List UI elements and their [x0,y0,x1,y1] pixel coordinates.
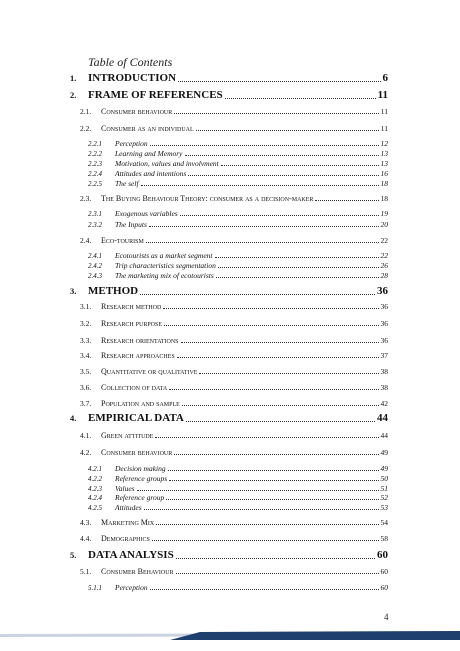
toc-entry-number: 2.2.1 [88,140,102,148]
toc-entry[interactable] [88,504,388,512]
toc-entry-label: Values [115,484,135,493]
toc-entry-label: Learning and Memory [115,149,183,158]
toc-entry[interactable] [88,584,388,592]
toc-entry[interactable] [88,180,388,188]
toc-entry-label: Research orientations [101,336,179,345]
toc-entry[interactable] [80,303,388,311]
toc-entry-label: FRAME OF REFERENCES [88,89,223,101]
toc-dot-leader [141,185,379,186]
toc-entry-number: 5.1. [80,567,92,576]
toc-dot-leader [168,470,379,471]
toc-entry-number: 4. [70,413,77,423]
toc-entry-number: 2.2.3 [88,160,102,168]
toc-entry-page: 36 [380,336,388,345]
toc-entry-page: 36 [380,302,388,311]
toc-entry-label: DATA ANALYSIS [88,549,174,561]
toc-entry-page: 60 [377,549,388,561]
toc-entry[interactable] [88,221,388,229]
toc-entry-label: Trip characteristics segmentation [115,261,216,270]
toc-entry[interactable] [88,170,388,178]
toc-entry-number: 2.2.5 [88,180,102,188]
toc-entry-label: Marketing Mix [101,518,155,527]
toc-entry-page: 28 [380,271,388,280]
toc-entry-label: Research approaches [101,351,175,360]
toc-dot-leader [177,357,379,358]
toc-dot-leader [215,257,379,258]
toc-entry-number: 2.4.3 [88,272,102,280]
toc-entry-number: 3.2. [80,319,92,328]
toc-entry-label: Consumer behaviour [101,448,173,457]
toc-entry-page: 11 [380,124,388,133]
toc-entry-page: 13 [380,149,388,158]
toc-entry-number: 4.4. [80,534,92,543]
toc-entry-number: 2.3.1 [88,210,102,218]
toc-entry-page: 11 [377,89,388,101]
toc-entry-page: 16 [380,169,388,178]
toc-dot-leader [156,524,378,525]
toc-dot-leader [186,421,375,422]
toc-dot-leader [144,509,379,510]
page-number: 4 [384,612,389,622]
toc-dot-leader [176,558,375,559]
toc-entry-page: 38 [380,367,388,376]
toc-entry-page: 26 [380,261,388,270]
toc-entry-page: 54 [380,518,388,527]
toc-entry[interactable] [88,262,388,270]
toc-entry-label: Attitudes [115,503,142,512]
toc-entry[interactable] [88,475,388,483]
toc-dot-leader [185,155,379,156]
toc-entry[interactable] [88,465,388,473]
footer-band-dark [170,631,460,640]
toc-dot-leader [164,325,378,326]
toc-entry[interactable] [88,485,388,493]
toc-entry-number: 2.2.4 [88,170,102,178]
toc-entry-number: 4.3. [80,518,92,527]
toc-entry[interactable] [80,368,388,376]
toc-dot-leader [174,454,378,455]
toc-entry-label: Exogenous variables [115,209,178,218]
toc-entry-number: 2.4.1 [88,252,102,260]
toc-dot-leader [180,215,379,216]
toc-entry-number: 2.4.2 [88,262,102,270]
toc-dot-leader [166,499,378,500]
toc-entry[interactable] [88,140,388,148]
toc-dot-leader [150,589,379,590]
toc-entry-page: 20 [380,220,388,229]
toc-entry-page: 42 [380,399,388,408]
toc-entry-label: The Buying Behaviour Theory: consumer as a decision-maker [101,194,314,203]
toc-entry-page: 38 [380,383,388,392]
toc-entry-label: Consumer as an individual [101,124,194,133]
toc-dot-leader [218,267,379,268]
toc-entry[interactable] [80,384,388,392]
toc-entry-page: 36 [377,285,388,297]
toc-dot-leader [216,277,379,278]
toc-entry[interactable] [88,150,388,158]
toc-dot-leader [182,405,379,406]
toc-entry-label: Motivation, values and involvment [115,159,219,168]
toc-dot-leader [199,373,378,374]
toc-entry-number: 4.2. [80,448,92,457]
toc-dot-leader [137,490,379,491]
toc-entry[interactable] [80,125,388,133]
toc-entry-number: 4.2.3 [88,485,102,493]
toc-entry-number: 5.1.1 [88,584,102,592]
toc-entry-number: 5. [70,550,77,560]
toc-entry-label: INTRODUCTION [88,72,177,84]
toc-title: Table of Contents [88,55,173,69]
toc-entry-label: The Inputs [115,220,147,229]
toc-entry[interactable] [70,90,388,101]
toc-entry-page: 44 [380,431,388,440]
toc-entry-page: 13 [380,159,388,168]
toc-entry-label: Consumer Behaviour [101,567,174,576]
toc-entry-label: Eco-tourism [101,236,144,245]
toc-entry-page: 37 [380,351,388,360]
toc-entry[interactable] [80,568,388,576]
toc-entry-page: 52 [380,493,388,502]
toc-entry-number: 4.1. [80,431,92,440]
toc-entry-label: METHOD [88,285,139,297]
toc-entry-number: 2.3. [80,194,92,203]
toc-entry-label: Research method [101,302,162,311]
toc-entry-label: EMPIRICAL DATA [88,412,184,424]
toc-dot-leader [176,573,379,574]
toc-entry[interactable] [88,494,388,502]
toc-entry-page: 11 [380,107,388,116]
toc-entry-number: 3.4. [80,351,92,360]
toc-entry-number: 2.2.2 [88,150,102,158]
toc-entry-label: Decision making [115,464,166,473]
toc-entry[interactable] [70,286,388,297]
toc-entry-page: 60 [380,567,388,576]
toc-entry[interactable] [80,320,388,328]
toc-entry[interactable] [88,210,388,218]
toc-entry-label: Population and sample [101,399,180,408]
toc-entry[interactable] [88,252,388,260]
toc-entry-number: 3.1. [80,302,92,311]
toc-entry-number: 2.4. [80,236,92,245]
toc-dot-leader [188,175,378,176]
toc-entry-label: Collection of data [101,383,168,392]
toc-entry-label: Perception [115,139,148,148]
toc-dot-leader [174,113,379,114]
toc-dot-leader [163,308,378,309]
toc-entry-page: 18 [380,194,388,203]
toc-dot-leader [146,242,379,243]
toc-entry-number: 2.3.2 [88,221,102,229]
toc-entry[interactable] [88,160,388,168]
toc-entry[interactable] [80,237,388,245]
toc-entry[interactable] [80,519,388,527]
toc-dot-leader [155,437,378,438]
toc-entry-label: The self [115,179,139,188]
toc-entry-label: The marketing mix of ecotourists [115,271,214,280]
toc-entry-label: Green attitude [101,431,154,440]
toc-entry-number: 3.7. [80,399,92,408]
toc-dot-leader [196,130,379,131]
toc-dot-leader [178,81,380,82]
toc-entry-number: 4.2.2 [88,475,102,483]
toc-dot-leader [169,480,378,481]
toc-entry-number: 2.2. [80,124,92,133]
toc-entry-number: 4.2.1 [88,465,102,473]
toc-entry-page: 36 [380,319,388,328]
toc-dot-leader [152,540,379,541]
toc-dot-leader [150,145,379,146]
toc-entry-number: 2.1. [80,107,92,116]
toc-entry[interactable] [80,449,388,457]
toc-entry-number: 4.2.5 [88,504,102,512]
toc-entry[interactable] [80,535,388,543]
toc-entry-page: 19 [380,209,388,218]
toc-entry[interactable] [80,400,388,408]
toc-entry-number: 1. [70,73,77,83]
toc-entry-label: Ecotourists as a market segment [115,251,213,260]
toc-entry-label: Reference group [115,493,165,502]
toc-entry-page: 60 [380,583,388,592]
toc-entry-label: Perception [115,583,148,592]
toc-entry[interactable] [70,73,388,84]
toc-entry[interactable] [70,413,388,424]
toc-entry[interactable] [80,432,388,440]
toc-entry-number: 3.6. [80,383,92,392]
toc-dot-leader [315,200,378,201]
toc-entry-page: 22 [380,236,388,245]
toc-dot-leader [169,389,378,390]
toc-entry[interactable] [88,272,388,280]
toc-dot-leader [181,342,379,343]
toc-dot-leader [221,165,379,166]
toc-entry[interactable] [80,108,388,116]
toc-entry-page: 22 [380,251,388,260]
toc-entry[interactable] [80,352,388,360]
toc-entry-page: 44 [377,412,388,424]
toc-entry-page: 51 [380,484,388,493]
toc-entry-label: Research purpose [101,319,163,328]
toc-entry-page: 49 [380,464,388,473]
toc-entry-number: 3. [70,286,77,296]
toc-entry-label: Attitudes and intentions [115,169,187,178]
toc-entry-page: 50 [380,474,388,483]
toc-dot-leader [149,226,379,227]
toc-entry-page: 18 [380,179,388,188]
toc-entry-page: 53 [380,503,388,512]
toc-dot-leader [225,98,376,99]
toc-dot-leader [140,294,375,295]
toc-entry[interactable] [80,337,388,345]
toc-entry-page: 49 [380,448,388,457]
toc-entry[interactable] [70,550,388,561]
toc-entry[interactable] [80,195,388,203]
toc-entry-page: 12 [380,139,388,148]
toc-entry-page: 6 [382,72,388,84]
toc-entry-page: 58 [380,534,388,543]
toc-entry-number: 2. [70,90,77,100]
toc-entry-number: 3.5. [80,367,92,376]
toc-entry-label: Consumer behaviour [101,107,173,116]
toc-entry-label: Quantitative or qualitative [101,367,198,376]
toc-entry-number: 3.3. [80,336,92,345]
toc-entry-label: Reference groups [115,474,168,483]
toc-entry-number: 4.2.4 [88,494,102,502]
footer-band [0,628,460,640]
toc-entry-label: Demographics [101,534,150,543]
